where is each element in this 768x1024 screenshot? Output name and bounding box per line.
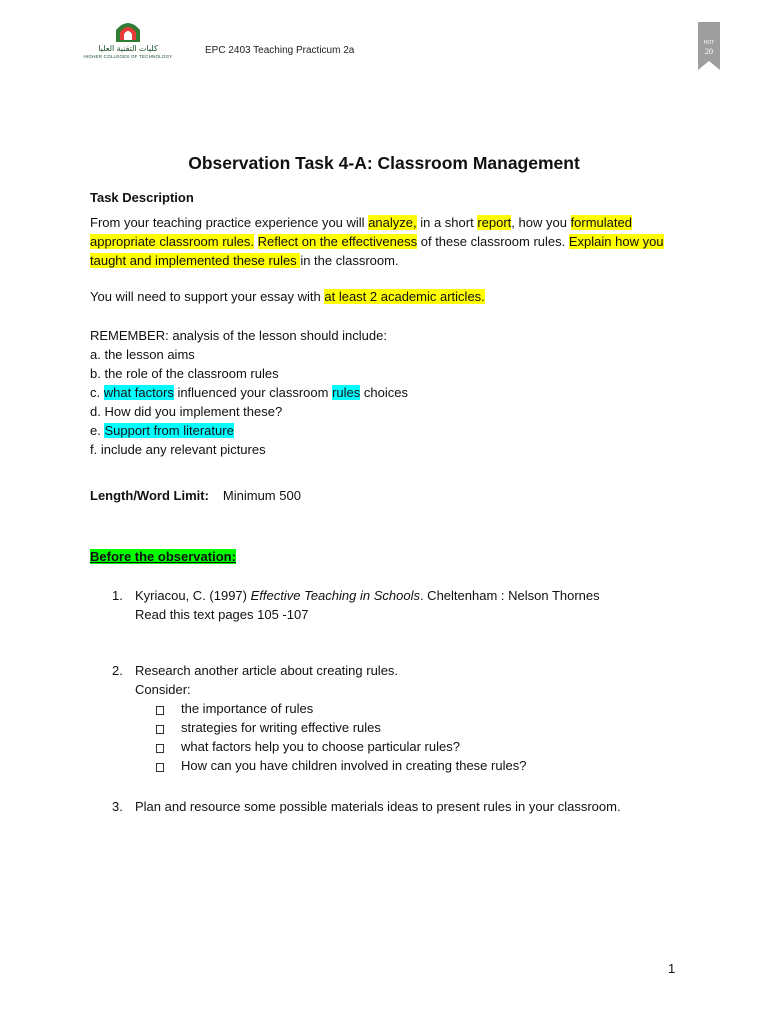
- checkbox-bullet-icon: [156, 725, 164, 734]
- college-name: [82, 44, 174, 59]
- support-paragraph: You will need to support your essay with at least 2 academic articles.: [90, 289, 485, 304]
- consider-item: the importance of rules: [181, 701, 314, 716]
- college-name-english: HIGHER COLLEGES OF TECHNOLOGY: [83, 54, 173, 59]
- ribbon-label-bottom: 20: [705, 47, 713, 56]
- task-description-heading: Task Description: [90, 190, 194, 205]
- list-item-a: a. the lesson aims: [90, 347, 195, 362]
- list-item-f: f. include any relevant pictures: [90, 442, 266, 457]
- list-item-c: c. what factors influenced your classroom rules choices: [90, 385, 408, 400]
- bookmark-ribbon-icon: [698, 22, 720, 70]
- consider-item: what factors help you to choose particular rules?: [181, 739, 460, 754]
- before-observation-heading: Before the observation:: [90, 549, 236, 564]
- item-1-reading-pages: Read this text pages 105 -107: [135, 607, 309, 622]
- ribbon-label-top: HOT: [703, 40, 715, 46]
- item-1-reference: Kyriacou, C. (1997) Effective Teaching in Schools. Cheltenham : Nelson Thornes: [135, 588, 600, 603]
- task-description-paragraph: From your teaching practice experience you will analyze, in a short report, how you formulated appropriate classroom rules. Reflect on the effectiveness of these classroom rules. Explain how you taught and implemented these rules in the classroom.: [90, 215, 664, 268]
- page-title: Observation Task 4-A: Classroom Management: [188, 153, 580, 173]
- consider-item: How can you have children involved in creating these rules?: [181, 758, 527, 773]
- list-item-d: d. How did you implement these?: [90, 404, 283, 419]
- list-item-e: e. Support from literature: [90, 423, 234, 438]
- item-2-consider: Consider:: [135, 682, 191, 697]
- word-limit-label: Length/Word Limit:: [90, 488, 209, 503]
- item-3-number: 3.: [112, 799, 123, 814]
- item-2-number: 2.: [112, 663, 123, 678]
- page-number: 1: [668, 961, 676, 976]
- checkbox-bullet-icon: [156, 744, 164, 753]
- course-code-header: EPC 2403 Teaching Practicum 2a: [205, 45, 355, 56]
- college-name-arabic: كليات التقنية العليا: [98, 44, 158, 53]
- checkbox-bullet-icon: [156, 763, 164, 772]
- item-3-text: Plan and resource some possible materials ideas to present rules in your classroom.: [135, 799, 621, 814]
- list-item-b: b. the role of the classroom rules: [90, 366, 279, 381]
- word-limit: [90, 488, 301, 503]
- item-1-number: 1.: [112, 588, 123, 603]
- remember-heading: REMEMBER: analysis of the lesson should include:: [90, 328, 387, 343]
- checkbox-bullet-icon: [156, 706, 164, 715]
- consider-item: strategies for writing effective rules: [181, 720, 381, 735]
- word-limit-value: Minimum 500: [222, 488, 301, 503]
- item-2-text: Research another article about creating rules.: [135, 663, 399, 678]
